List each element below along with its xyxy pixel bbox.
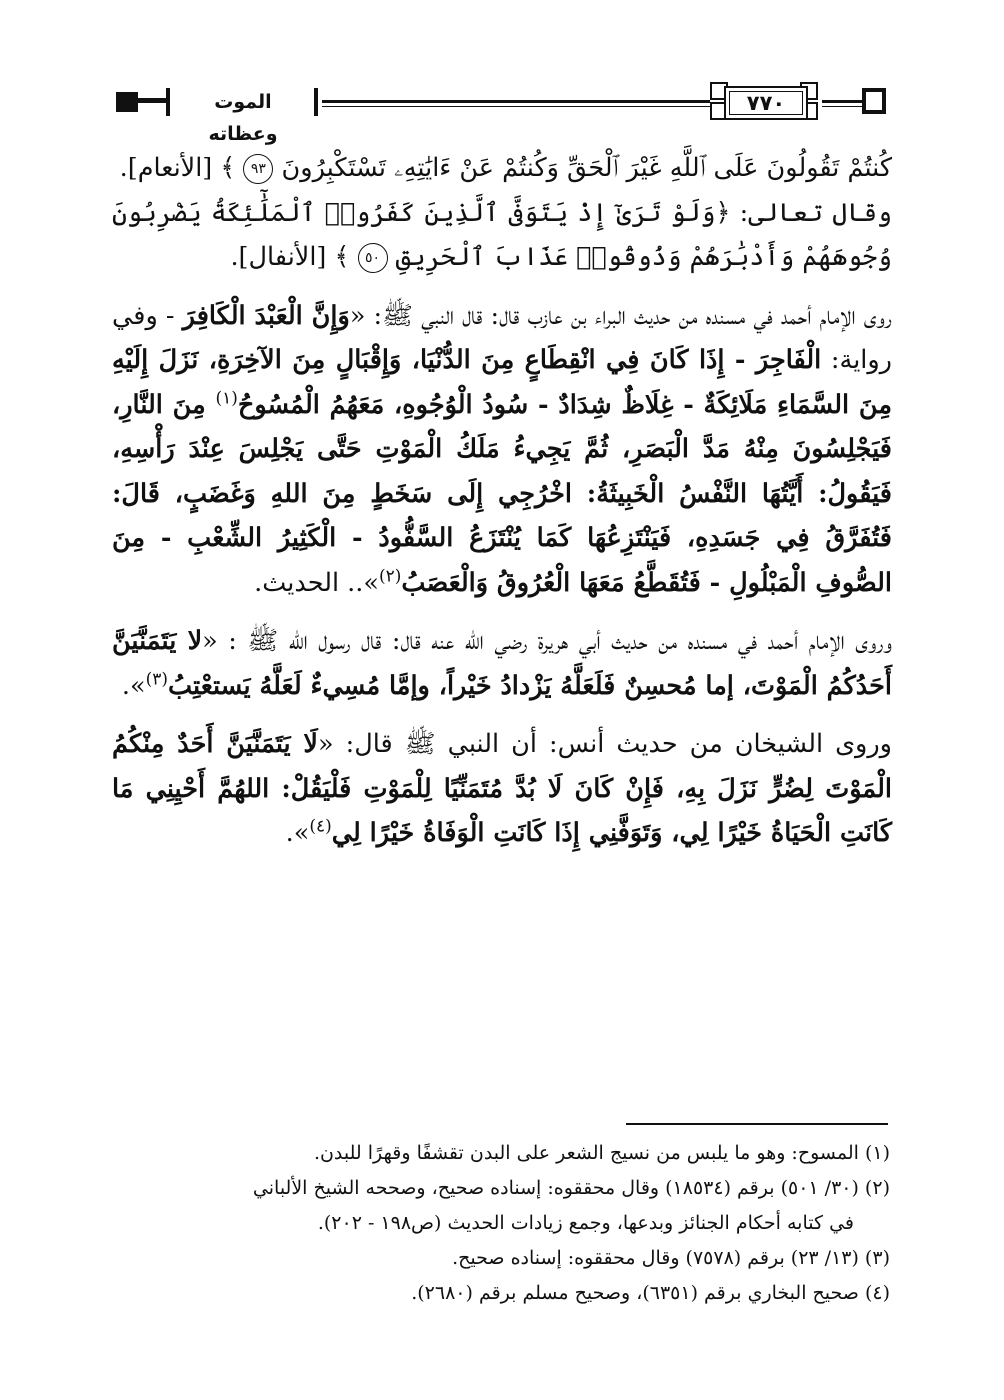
- hadith-text: مِنَ النَّارِ، فَيَجْلِسُونَ مِنْهُ مَدَّ الْبَصَرِ، ثُمَّ يَجِيءُ مَلَكُ الْمَوْتِ حَتَّى يَجْلِسَ عِنْدَ رَأْسِهِ، فَيَقُولُ: أَيَّتُهَا النَّفْسُ الْخَبِيثَةُ: اخْرُجِي إِلَى سَخَطٍ مِنَ اللهِ وَغَضَبٍ، قَالَ: فَتُفَرَّقُ فِي جَسَدِهِ، فَيَنْتَزِعُهَا كَمَا يُنْتَزَعُ السَّفُّودُ - الْكَثِيرُ الشِّعْبِ - مِنَ الصُّوفِ الْمَبْلُولِ - فَتُقَطَّعُ مَعَهَا الْعُرُوقُ وَالْعَصَبُ: [112, 389, 892, 598]
- header-ornament-tick: [314, 88, 318, 116]
- footnote-ref[interactable]: (٣): [145, 669, 168, 689]
- surah-reference: ﴾ [الأنعام].: [119, 153, 236, 183]
- intro-text: وروى الإمام أحمد في مسنده من حديث أبي هريرة رضي الله عنه قال: قال رسول الله ﷺ : «: [202, 626, 892, 656]
- hadith-text: لا يَتَمَنَّيَنَّ أَحَدُكُمُ الْمَوْتَ، إما مُحسِنٌ فَلَعَلَّهُ يَزْدادُ خَيْراً، وإمَّا مُسِيءٌ لَعَلَّهُ يَستعْتِبُ: [112, 626, 892, 701]
- intro-text: وروى الشيخان من حديث أنس: أن النبي ﷺ قال: «: [317, 729, 892, 759]
- footnote-1: (١) المسوح: وهو ما يلبس من نسيج الشعر على البدن تقشفًا وقهرًا للبدن.: [313, 1142, 890, 1164]
- header-ornament-right: [862, 88, 886, 114]
- surah-reference: ﴾ [الأنفال].: [230, 242, 350, 272]
- header-ornament-tick: [166, 88, 170, 116]
- footnote-ref[interactable]: (٤): [309, 816, 332, 837]
- header-rule: [822, 100, 866, 103]
- page-number-frame: [706, 82, 822, 122]
- header-rule: [322, 100, 710, 103]
- hadith-text: الْفَاجِرَ - إِذَا كَانَ فِي انْقِطَاعٍ مِنَ الدُّنْيَا، وَإِقْبَالٍ مِنَ الآخِرَةِ، نَزَلَ إِلَيْهِ مِنَ السَّمَاءِ مَلَائِكَةٌ - غِلَاظٌ شِدَادٌ - سُودُ الْوُجُوهِ، مَعَهُمُ الْمُسُوحُ: [112, 345, 892, 420]
- paragraph-anfal: [112, 191, 892, 280]
- header-ornament-left: [116, 92, 138, 112]
- closing-text: ».. الحديث.: [254, 567, 379, 598]
- closing-text: ».: [121, 670, 146, 701]
- header-rule-thin: [822, 106, 866, 107]
- verse-continuation: [112, 146, 892, 191]
- closing-text: ».: [285, 818, 310, 848]
- page-number-box: [724, 86, 808, 120]
- intro-text: روى الإمام أحمد في مسنده من حديث البراء بن عازب قال: قال النبي ﷺ: «: [349, 300, 892, 331]
- ayah-number-mark: ٩٣: [243, 154, 273, 184]
- paragraph-bara-hadith: [112, 294, 892, 606]
- paragraph-anas-hadith: [112, 722, 892, 856]
- quran-verse: كُنتُمْ تَقُولُونَ عَلَى ٱللَّهِ غَيْرَ ٱلْحَقِّ وَكُنتُمْ عَنْ ءَايَٰتِهِۦ تَسْتَكْبِرُونَ: [281, 153, 892, 183]
- paragraph-abu-hurayra-hadith: [112, 619, 892, 708]
- header-ornament-bar: [138, 98, 168, 103]
- footnote-3: (٣) (١٣/ ٢٣) برقم (٧٥٧٨) وقال محققوه: إسناده صحيح.: [452, 1247, 890, 1269]
- ayah-number-mark: ٥٠: [358, 243, 388, 273]
- header-rule-thin: [322, 106, 710, 107]
- intro-text: وقال تعالى: ﴿: [715, 197, 893, 228]
- footnote-ref[interactable]: (٢): [379, 566, 402, 586]
- footnote-2: (٢) (٣٠/ ٥٠١) برقم (١٨٥٣٤) وقال محققوه: إسناده صحيح، وصححه الشيخ الألباني: [252, 1177, 890, 1199]
- footnote-2-continuation: في كتابه أحكام الجنائز وبدعها، وجمع زيادات الحديث (ص١٩٨ - ٢٠٢).: [317, 1212, 854, 1234]
- page-header: [116, 86, 886, 145]
- hadith-text: وَإِنَّ الْعَبْدَ الْكَافِرَ: [182, 300, 350, 331]
- footnote-ref[interactable]: (١): [215, 388, 238, 408]
- running-title: الموت وعظاته: [208, 91, 278, 145]
- footnote-separator: [626, 1123, 888, 1125]
- quran-verse: وَلَوْ تَرَىٰٓ إِذْ يَتَوَفَّى ٱلَّذِينَ كَفَرُوا۟ ٱلْمَلَٰٓئِكَةُ يَضْرِبُونَ وُجُوهَهُمْ وَأَدْبَٰرَهُمْ وَذُوقُوا۟ عَذَابَ ٱلْحَرِيقِ: [112, 197, 892, 272]
- footnote-4: (٤) صحيح البخاري برقم (٦٣٥١)، وصحيح مسلم برقم (٢٦٨٠).: [411, 1282, 890, 1304]
- main-text: [112, 146, 892, 856]
- narration-note: - وفي رواية:: [112, 300, 893, 375]
- footnotes: [112, 1136, 890, 1311]
- page-number: ٧٧٠: [746, 91, 786, 115]
- hadith-text: لَا يَتَمَنَّيَنَّ أَحَدٌ مِنْكُمُ الْمَوْتَ لِضُرٍّ نَزَلَ بِهِ، فَإِنْ كَانَ لَا بُدَّ مُتَمَنِّيًا لِلْمَوْتِ فَلْيَقُلْ: اللهُمَّ أَحْيِنِي مَا كَانَتِ الْحَيَاةُ خَيْرًا لِي، وَتَوَفَّنِي إِذَا كَانَتِ الْوَفَاةُ خَيْرًا لِي: [112, 729, 892, 848]
